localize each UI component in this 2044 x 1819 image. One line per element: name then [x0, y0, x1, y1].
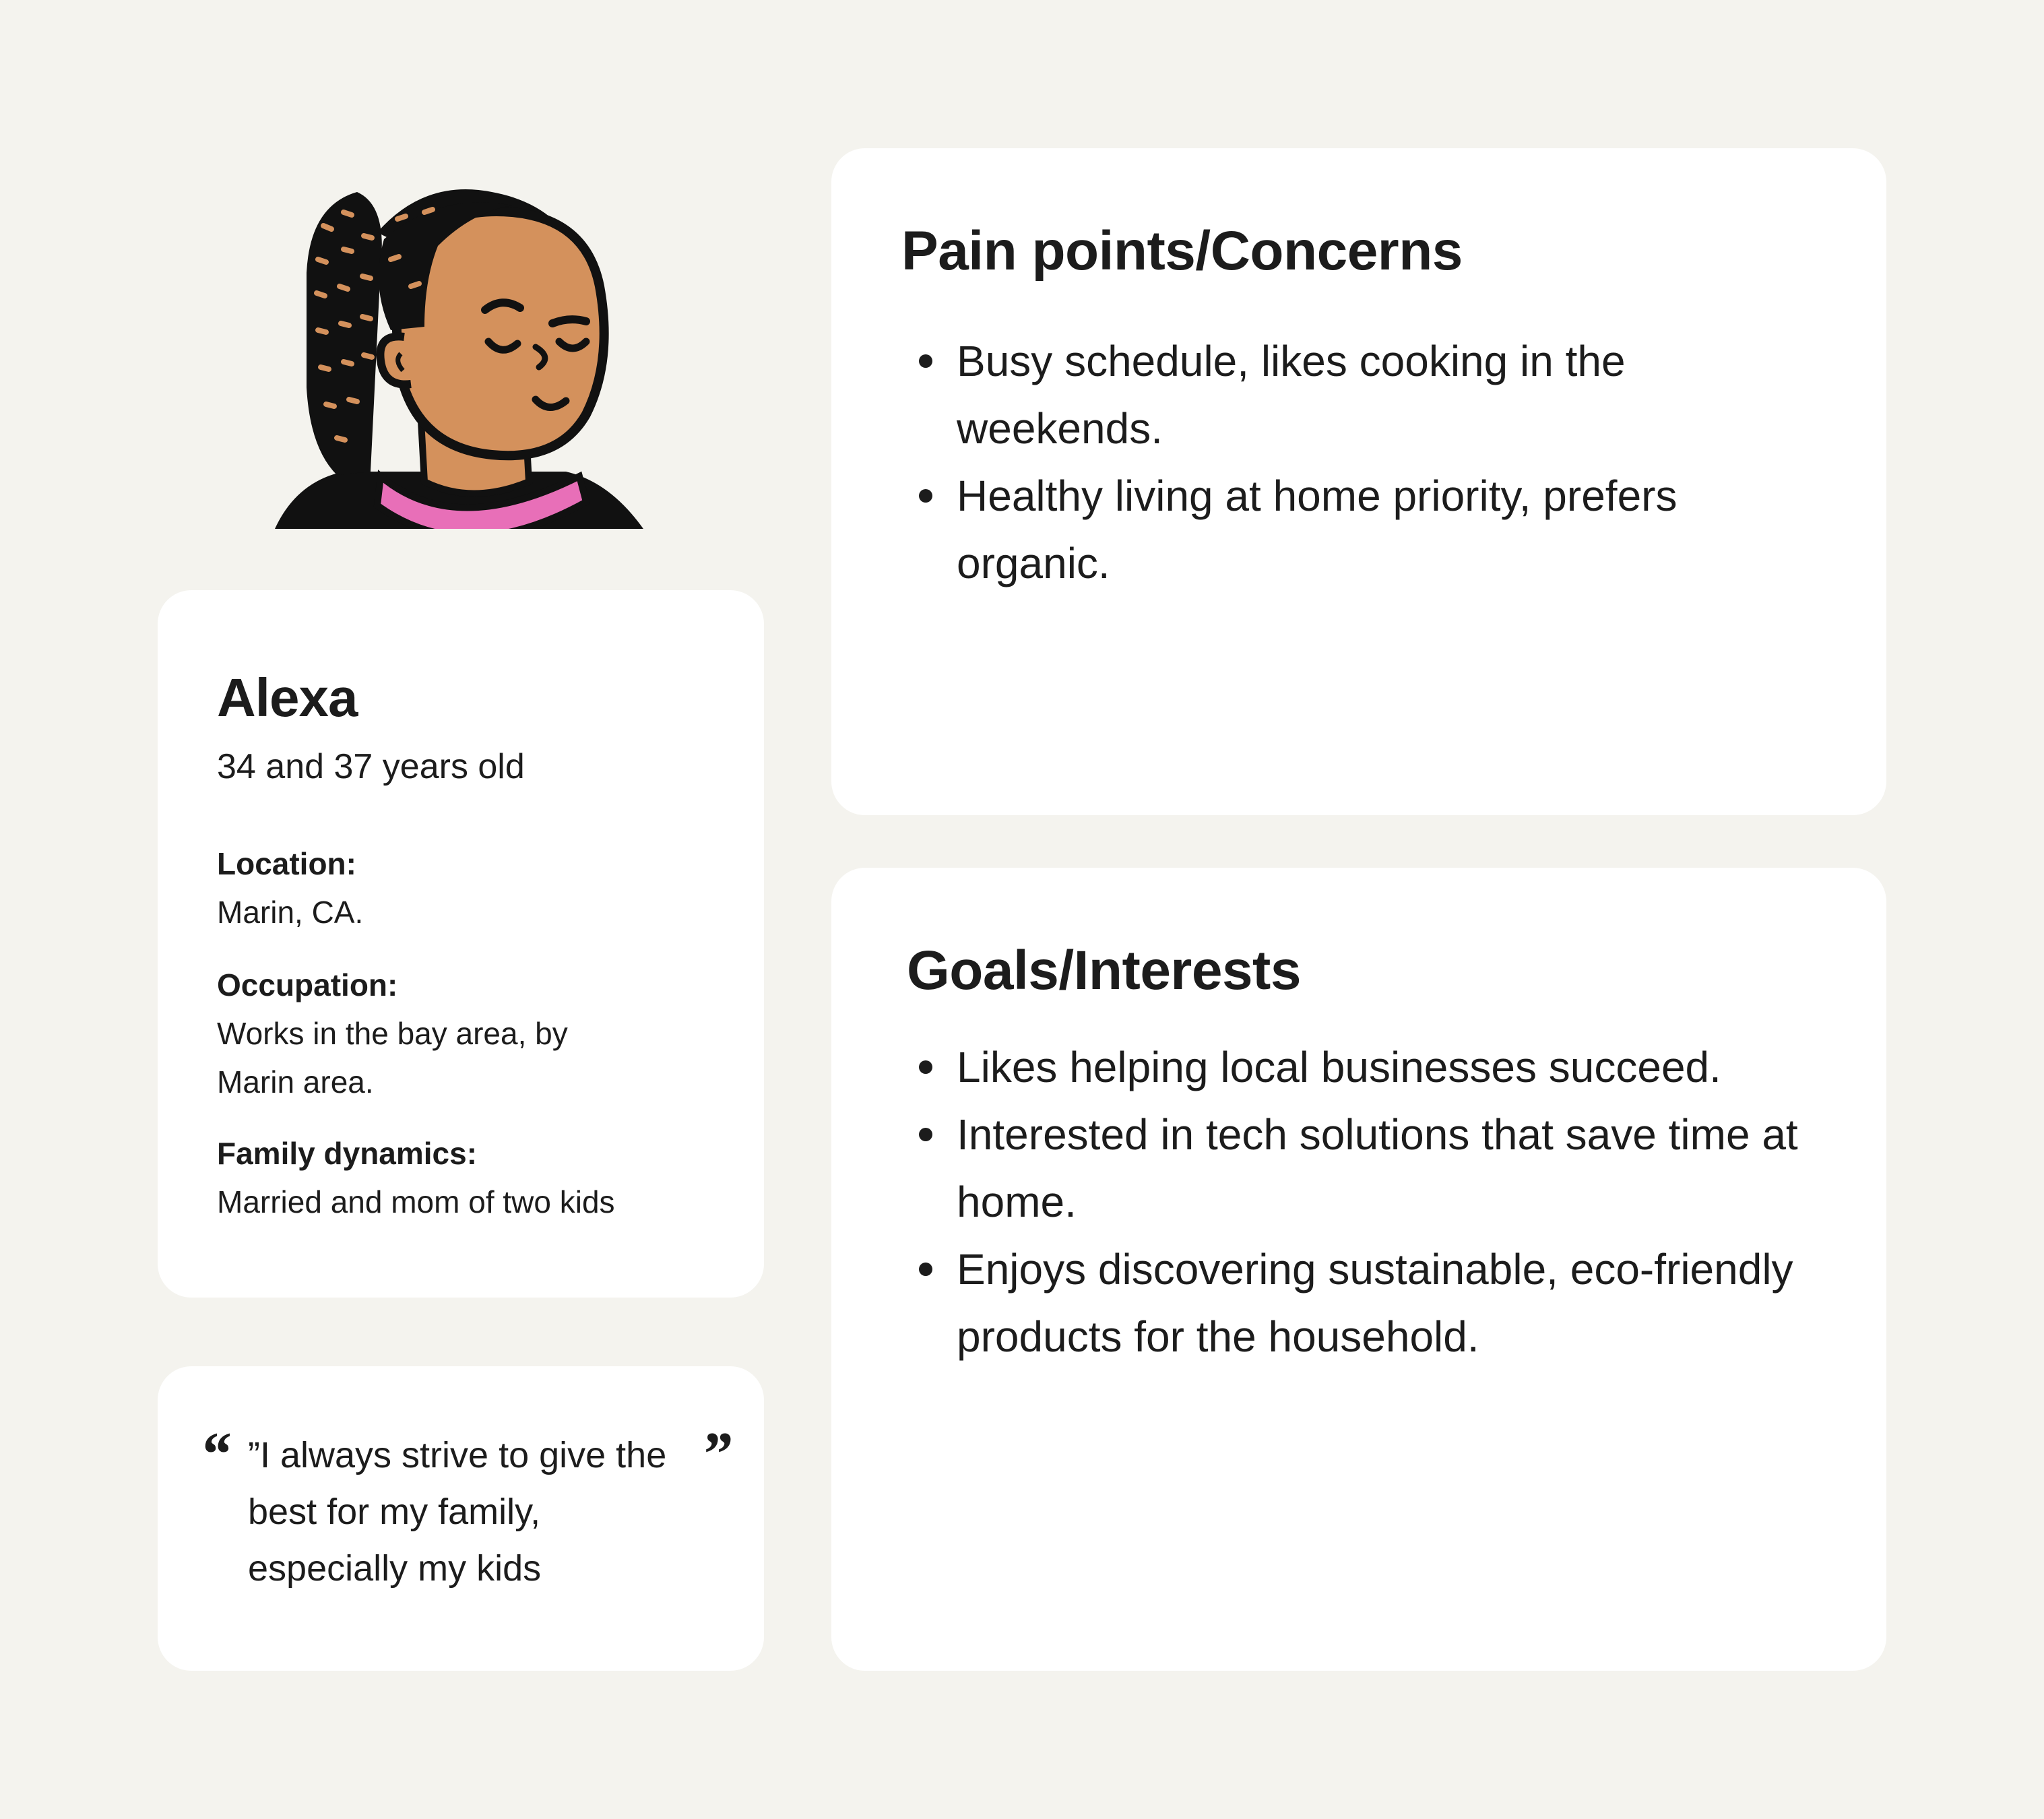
occupation-field	[217, 961, 648, 1106]
location-value: Marin, CA.	[217, 895, 364, 930]
bullet-icon	[919, 1263, 932, 1276]
list-item-text: Busy schedule, likes cooking in the weekends.	[957, 337, 1626, 453]
open-quote-mark: “	[199, 1419, 230, 1488]
profile-card	[158, 590, 764, 1298]
list-item	[957, 462, 1806, 597]
family-label: Family dynamics:	[217, 1136, 478, 1171]
goals-card	[831, 868, 1886, 1671]
bullet-icon	[919, 489, 932, 503]
woman-with-braided-ponytail-icon	[269, 165, 647, 529]
location-label: Location:	[217, 846, 356, 881]
persona-age: 34 and 37 years old	[217, 747, 525, 786]
list-item-text: Likes helping local businesses succeed.	[957, 1043, 1721, 1091]
list-item	[957, 1101, 1806, 1236]
avatar	[269, 165, 647, 529]
pain-points-list	[957, 327, 1806, 597]
occupation-value: Works in the bay area, by Marin area.	[217, 1016, 568, 1099]
persona-name: Alexa	[217, 668, 358, 728]
list-item	[957, 327, 1806, 462]
list-item-text: Interested in tech solutions that save time at home.	[957, 1110, 1798, 1226]
bullet-icon	[919, 354, 932, 368]
bullet-icon	[919, 1060, 932, 1074]
close-quote-mark: ”	[701, 1419, 732, 1488]
pain-points-title: Pain points/Concerns	[901, 220, 1463, 282]
list-item	[957, 1236, 1806, 1370]
occupation-label: Occupation:	[217, 967, 398, 1002]
list-item-text: Enjoys discovering sustainable, eco-friendly products for the household.	[957, 1245, 1793, 1361]
bullet-icon	[919, 1128, 932, 1141]
goals-list	[957, 1033, 1806, 1370]
list-item	[957, 1033, 1806, 1101]
family-field	[217, 1129, 742, 1226]
location-field	[217, 839, 742, 936]
list-item-text: Healthy living at home priority, prefers organic.	[957, 472, 1678, 587]
quote-card	[158, 1366, 764, 1671]
goals-title: Goals/Interests	[907, 940, 1301, 1001]
family-value: Married and mom of two kids	[217, 1184, 615, 1219]
pain-points-card	[831, 148, 1886, 815]
quote-text: ”I always strive to give the best for my family, especially my kids	[248, 1435, 667, 1589]
